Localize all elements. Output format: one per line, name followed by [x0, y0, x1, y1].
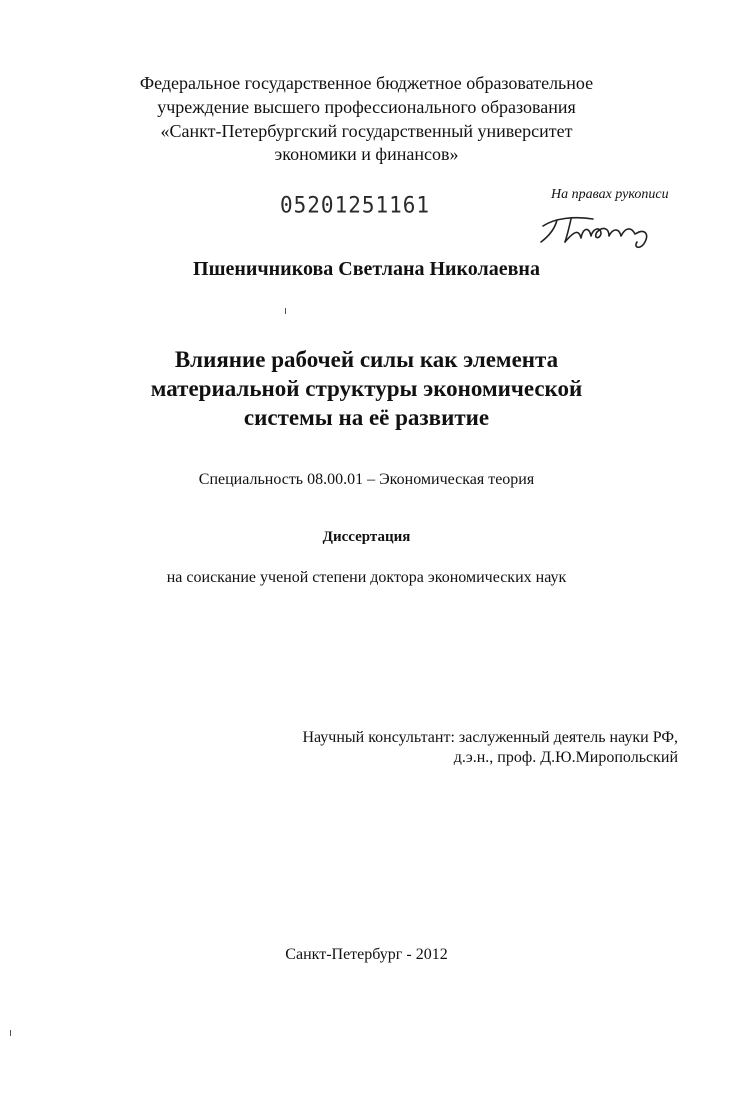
dissertation-title-line-2: материальной структуры экономической	[150, 376, 583, 401]
scan-mark	[10, 1030, 11, 1036]
consultant-line-1: Научный консультант: заслуженный деятель науки РФ,	[302, 729, 678, 746]
city-year: Санкт-Петербург - 2012	[285, 946, 448, 963]
registration-stamp-number: 05201251161	[280, 192, 431, 218]
scan-mark	[285, 308, 286, 314]
institution-line-4: экономики и финансов»	[274, 144, 459, 164]
dissertation-title-line-3: системы на её развитие	[243, 405, 490, 430]
specialty: Специальность 08.00.01 – Экономическая теория	[198, 471, 535, 488]
institution-line-1: Федеральное государственное бюджетное образовательное	[139, 73, 594, 93]
institution-line-2: учреждение высшего профессионального образования	[157, 97, 576, 117]
document-type: Диссертация	[322, 529, 411, 545]
consultant-line-2: д.э.н., проф. Д.Ю.Миропольский	[453, 749, 678, 766]
degree-statement: на соискание ученой степени доктора экономических наук	[166, 569, 567, 586]
dissertation-title-line-1: Влияние рабочей силы как элемента	[174, 347, 559, 372]
author-name: Пшеничникова Светлана Николаевна	[193, 258, 540, 280]
author-signature	[535, 204, 660, 250]
manuscript-rights-note: На правах рукописи	[551, 187, 669, 202]
institution-line-3: «Санкт-Петербургский государственный университет	[160, 121, 573, 141]
